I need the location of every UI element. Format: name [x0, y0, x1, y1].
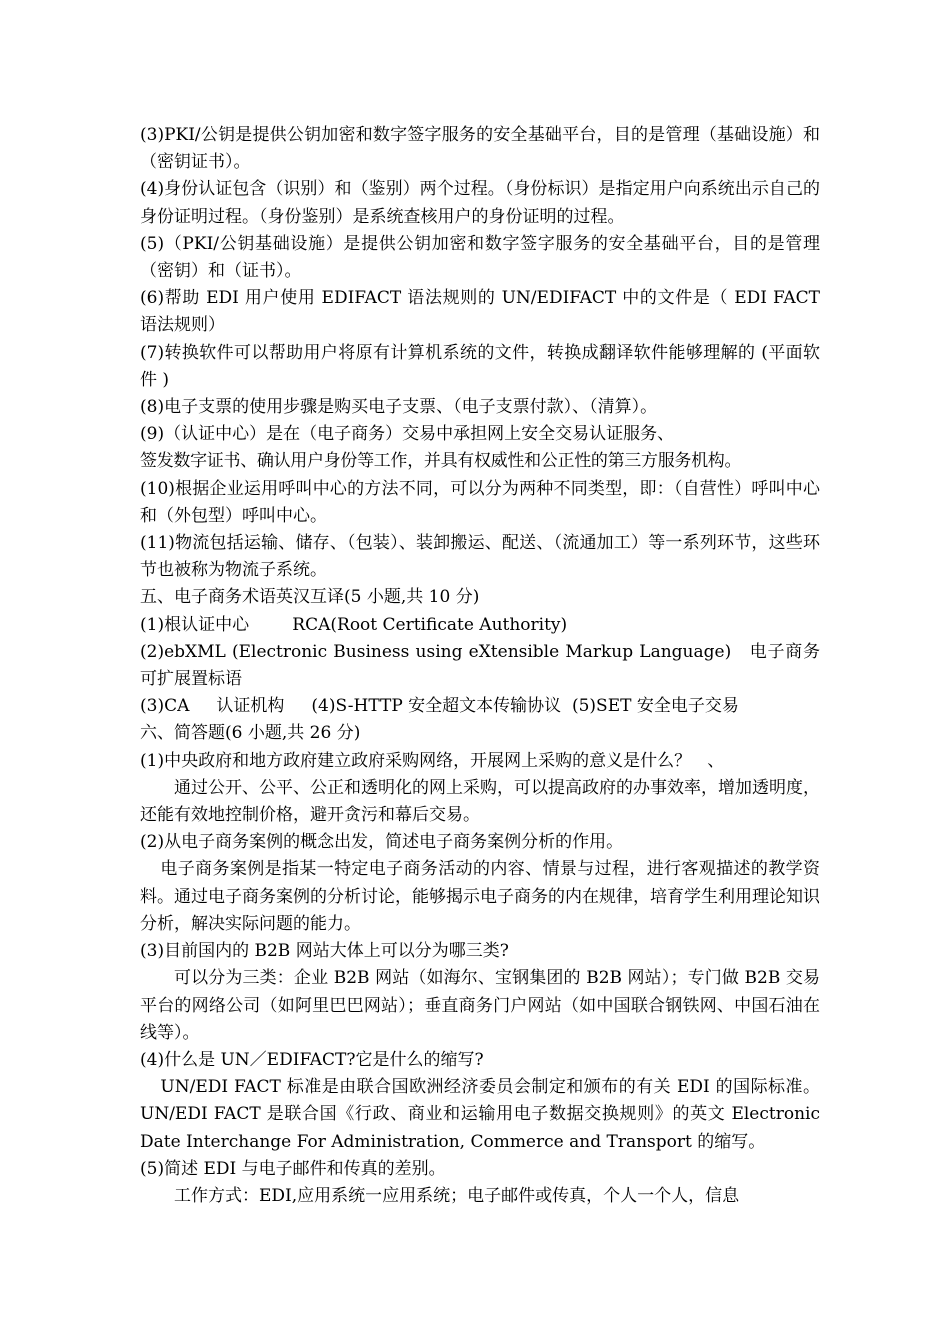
paragraph-item-8: (8)电子支票的使用步骤是购买电子支票、（电子支票付款）、（清算）。 — [140, 397, 658, 418]
section-heading-6: 六、简答题(6 小题,共 26 分) — [140, 723, 361, 744]
answer-3: 可以分为三类：企业 B2B 网站（如海尔、宝钢集团的 B2B 网站）；专门做 B2B 交易平台的网络公司（如阿里巴巴网站）；垂直商务门户网站（如中国联合钢铁网、中国石油在线等）。 — [140, 968, 820, 1043]
answer-1: 通过公开、公平、公正和透明化的网上采购，可以提高政府的办事效率，增加透明度，还能有效地控制价格，避开贪污和幕后交易。 — [140, 777, 820, 826]
paragraph-item-6: (6)帮助 EDI 用户使用 EDIFACT 语法规则的 UN/EDIFACT 中的文件是（ EDI FACT 语法规则） — [140, 288, 826, 336]
paragraph-item-11: (11)物流包括运输、储存、（包装）、装卸搬运、配送、（流通加工）等一系列环节，这些环节也被称为物流子系统。 — [140, 533, 820, 581]
question-2: (2)从电子商务案例的概念出发，简述电子商务案例分析的作用。 — [140, 832, 624, 853]
section-heading-5: 五、电子商务术语英汉互译(5 小题,共 10 分) — [140, 587, 480, 608]
question-3: (3)目前国内的 B2B 网站大体上可以分为哪三类? — [140, 941, 509, 962]
paragraph-item-7: (7)转换软件可以帮助用户将原有计算机系统的文件，转换成翻译软件能够理解的 (平面软件 ) — [140, 342, 820, 390]
paragraph-item-5: (5)（PKI/公钥基础设施）是提供公钥加密和数字签字服务的安全基础平台，目的是管理（密钥）和（证书）。 — [140, 233, 820, 282]
question-4: (4)什么是 UN／EDIFACT?它是什么的缩写? — [140, 1049, 484, 1070]
answer-5: 工作方式：EDI,应用系统一应用系统；电子邮件或传真，个人一个人，信息 — [174, 1185, 740, 1206]
paragraph-item-10: (10)根据企业运用呼叫中心的方法不同，可以分为两种不同类型，即：（自营性）呼叫中心和（外包型）呼叫中心。 — [140, 478, 820, 526]
term-item-3-5: (3)CA 认证机构 (4)S-HTTP 安全超文本传输协议 (5)SET 安全电子交易 — [140, 696, 739, 717]
paragraph-item-9-line1: (9)（认证中心）是在（电子商务）交易中承担网上安全交易认证服务、 — [140, 424, 675, 445]
answer-2: 电子商务案例是指某一特定电子商务活动的内容、情景与过程，进行客观描述的教学资料。通过电子商务案例的分析讨论，能够揭示电子商务的内在规律，培育学生利用理论知识分析，解决实际问题的能力。 — [140, 859, 820, 934]
term-item-2: (2)ebXML (Electronic Business using eXtensible Markup Language) 电子商务可扩展置标语 — [140, 641, 820, 690]
paragraph-item-9-line2: 签发数字证书、确认用户身份等工作，并具有权威性和公正性的第三方服务机构。 — [140, 451, 742, 472]
question-5: (5)简述 EDI 与电子邮件和传真的差别。 — [140, 1158, 446, 1179]
question-1: (1)中央政府和地方政府建立政府采购网络，开展网上采购的意义是什么？ 、 — [140, 750, 725, 771]
paragraph-item-4: (4)身份认证包含（识别）和（鉴别）两个过程。（身份标识）是指定用户向系统出示自己的身份证明过程。（身份鉴别）是系统查核用户的身份证明的过程。 — [140, 179, 820, 227]
term-item-1: (1)根认证中心 RCA(Root Certificate Authority) — [140, 614, 568, 635]
document-page — [140, 122, 826, 1210]
paragraph-item-3: (3)PKI/公钥是提供公钥加密和数字签字服务的安全基础平台，目的是管理（基础设施）和（密钥证书）。 — [140, 125, 820, 173]
answer-4: UN/EDI FACT 标准是由联合国欧洲经济委员会制定和颁布的有关 EDI 的国际标准。UN/EDI FACT 是联合国《行政、商业和运输用电子数据交换规则》的英文 Electronic Date Interchange For Administration, Commerce and Transport 的缩写。 — [140, 1077, 826, 1152]
